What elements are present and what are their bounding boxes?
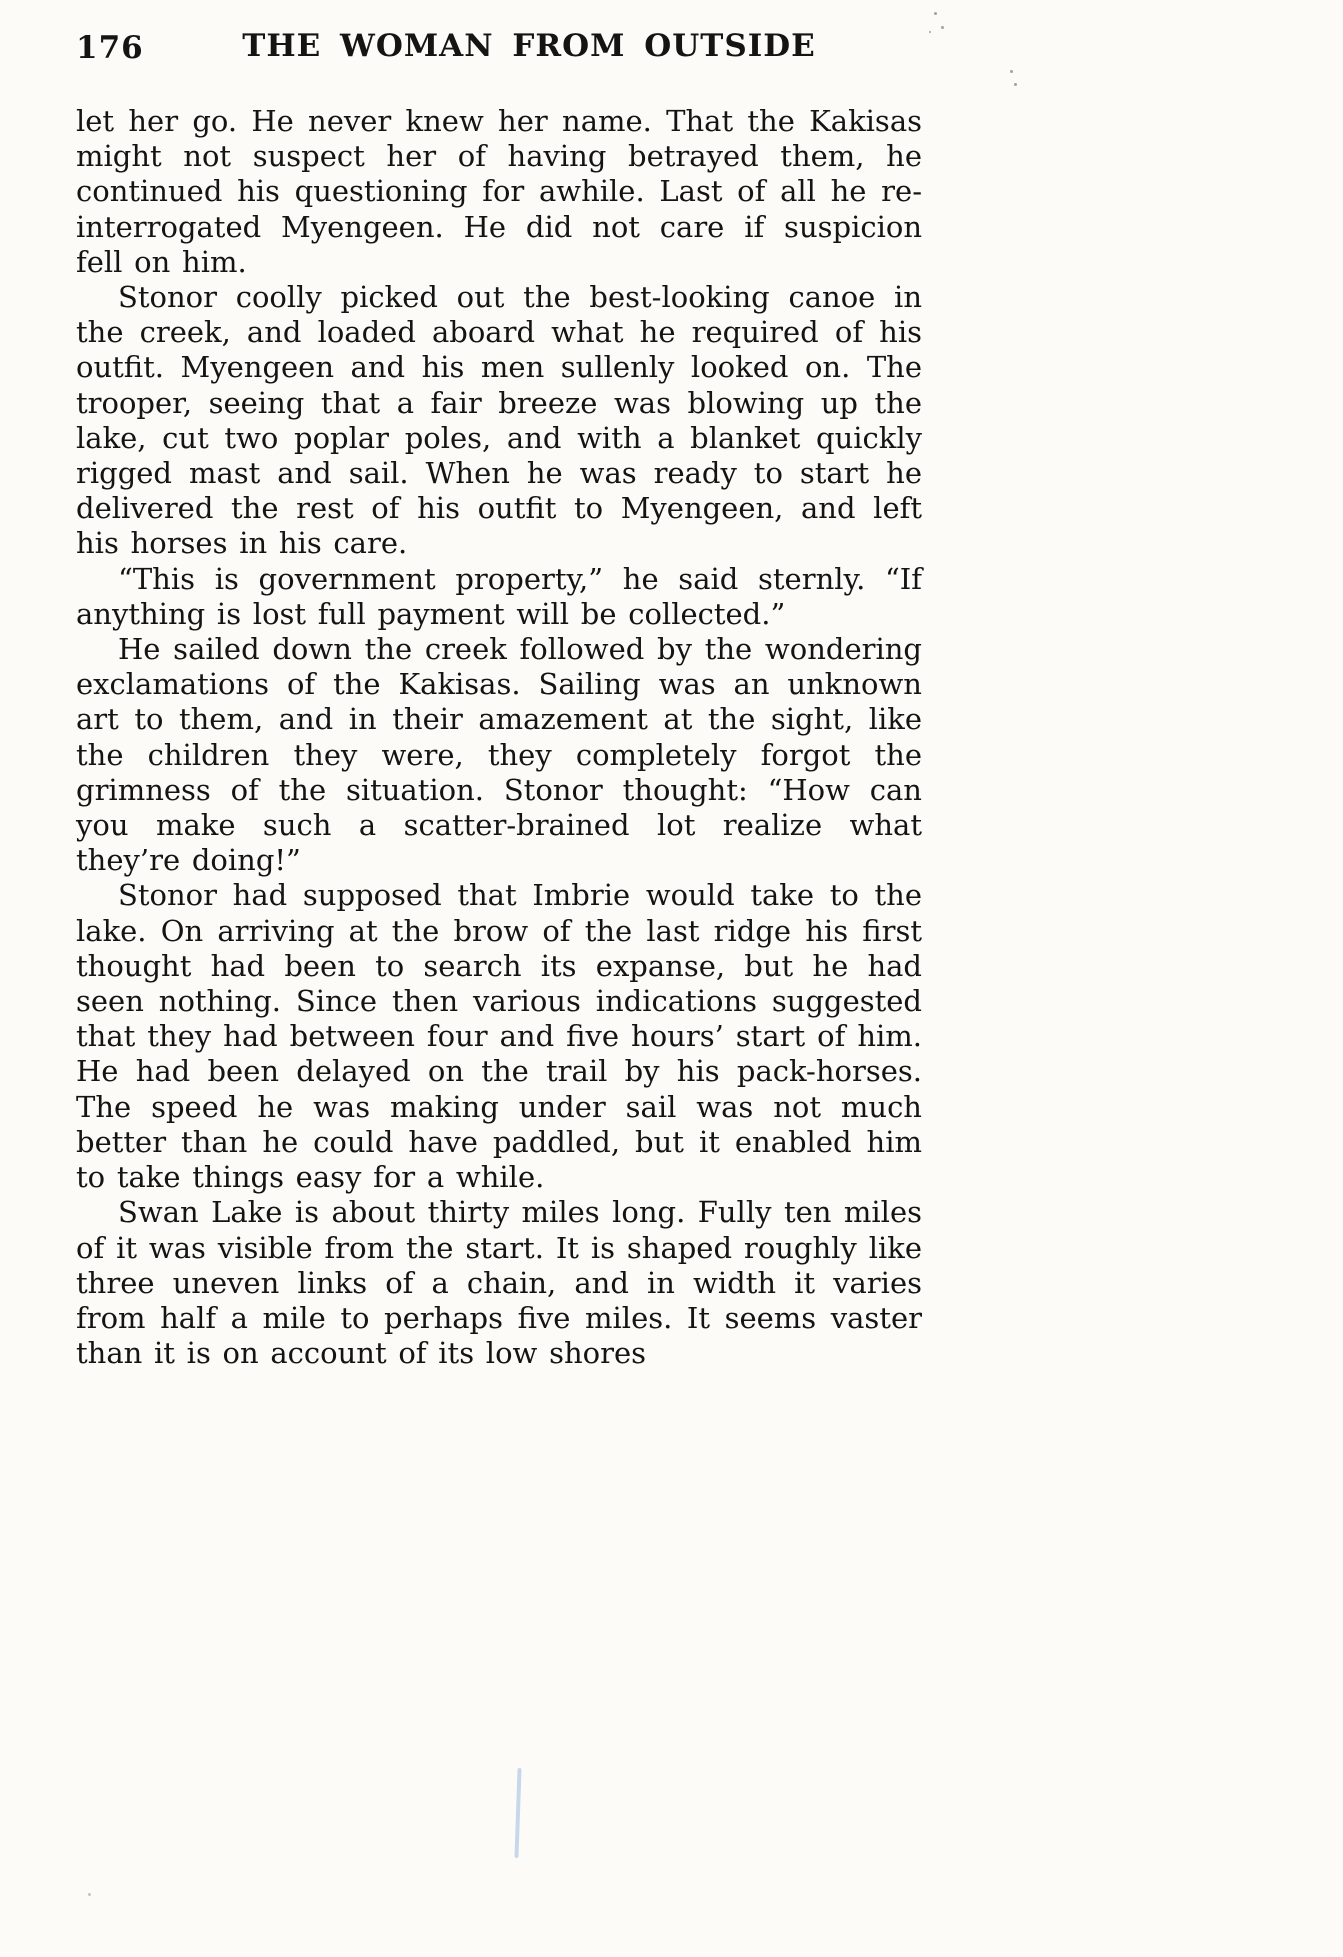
page-number: 176 [76, 30, 144, 66]
paragraph: He sailed down the creek followed by the wondering exclamations of the Kakisas. Sailing was an unknown art to them, and in their amazement at the sight, like the children they were, they completely forgot the grimness of the situation. Stonor thought: “How can you make such a scatter-brained lot realize what they’re doing!” [76, 632, 922, 878]
page-body [76, 104, 922, 1371]
text-block [76, 28, 922, 1371]
scan-ink-mark [514, 1768, 521, 1858]
page-header [76, 28, 922, 82]
paragraph: Stonor had supposed that Imbrie would take to the lake. On arriving at the brow of the last ridge his first thought had been to search its expanse, but he had seen nothing. Since then various indications suggested that they had between four and five hours’ start of him. He had been delayed on the trail by his pack-horses. The speed he was making under sail was not much better than he could have paddled, but it enabled him to take things easy for a while. [76, 878, 922, 1195]
scan-speck [1010, 70, 1013, 73]
scan-speck [1014, 83, 1017, 86]
paragraph: Swan Lake is about thirty miles long. Fully ten miles of it was visible from the start. It is shaped roughly like three uneven links of a chain, and in width it varies from half a mile to perhaps five miles. It seems vaster than it is on account of its low shores [76, 1195, 922, 1371]
scan-speck [88, 1893, 91, 1896]
paragraph: “This is government property,” he said sternly. “If anything is lost full payment will be collected.” [76, 561, 922, 631]
scan-speck [941, 26, 944, 29]
scan-speck [929, 31, 931, 33]
paragraph: let her go. He never knew her name. That the Kakisas might not suspect her of having betrayed them, he continued his questioning for awhile. Last of all he re-interrogated Myengeen. He did not care if suspicion fell on him. [76, 104, 922, 279]
paragraph: Stonor coolly picked out the best-looking canoe in the creek, and loaded aboard what he required of his outfit. Myengeen and his men sullenly looked on. The trooper, seeing that a fair breeze was blowing up the lake, cut two poplar poles, and with a blanket quickly rigged mast and sail. When he was ready to start he delivered the rest of his outfit to Myengeen, and left his horses in his care. [76, 280, 922, 561]
scan-speck [934, 12, 937, 15]
page-title: THE WOMAN FROM OUTSIDE [242, 28, 816, 64]
